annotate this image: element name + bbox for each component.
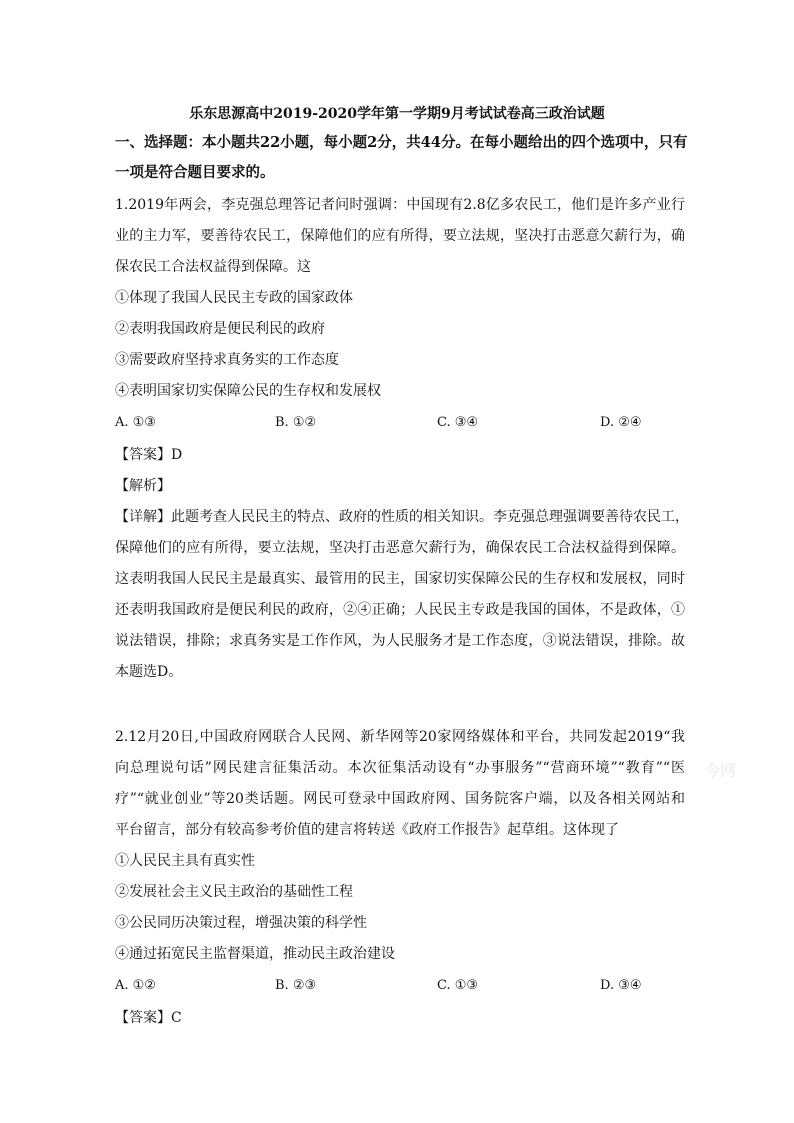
q1-detail-line-6: 本题选D。 [115, 664, 183, 680]
q2-answer: 【答案】C [115, 1010, 182, 1026]
q1-detail-line-5: 说法错误，排除；求真务实是工作作风，为人民服务才是工作态度，③说法错误，排除。故 [115, 633, 685, 649]
q2-item-3: ③公民同历决策过程，增强决策的科学性 [115, 915, 367, 931]
q1-stem-line-1: 1.2019年两会，李克强总理答记者问时强调：中国现有2.8亿多农民工，他们是许多产业行 [115, 197, 685, 213]
q2-option-b: B. ②③ [275, 978, 317, 993]
q1-stem-line-2: 业的主力军，要善待农民工，保障他们的应有所得，要立法规，坚决打击恶意欠薪行为，确 [115, 228, 685, 244]
q2-stem-line-4: 平台留言，部分有较高参考价值的建言将转送《政府工作报告》起草组。这体现了 [115, 822, 619, 838]
q1-analysis-label: 【解析】 [115, 478, 171, 494]
q1-item-3: ③需要政府坚持求真务实的工作态度 [115, 352, 339, 368]
q1-item-2: ②表明我国政府是便民利民的政府 [115, 321, 325, 337]
q2-stem-line-1: 2.12月20日,中国政府网联合人民网、新华网等20家网络媒体和平台，共同发起2019“我 [115, 729, 685, 745]
watermark: 今网 [704, 761, 737, 780]
q2-option-a: A. ①② [115, 978, 156, 993]
q1-detail-line-2: 保障他们的应有所得，要立法规，坚决打击恶意欠薪行为，确保农民工合法权益得到保障。 [115, 540, 685, 556]
q2-option-c: C. ①③ [437, 978, 479, 993]
q2-option-d: D. ③④ [600, 978, 642, 993]
q1-item-1: ①体现了我国人民民主专政的国家政体 [115, 290, 353, 306]
section-instruction-line-2: 一项是符合题目要求的。 [115, 164, 275, 181]
page-title: 乐东思源高中2019-2020学年第一学期9月考试试卷高三政治试题 [189, 106, 605, 122]
q1-option-b: B. ①② [275, 415, 317, 430]
q1-detail-line-1: 【详解】此题考查人民民主的特点、政府的性质的相关知识。李克强总理强调要善待农民工， [115, 509, 689, 525]
q1-detail-line-3: 这表明我国人民民主是最真实、最管用的民主，国家切实保障公民的生存权和发展权，同时 [115, 571, 685, 587]
q2-item-4: ④通过拓宽民主监督渠道，推动民主政治建设 [115, 946, 395, 962]
q1-item-4: ④表明国家切实保障公民的生存权和发展权 [115, 383, 381, 399]
q2-stem-line-3: 疗”“就业创业”等20类话题。网民可登录中国政府网、国务院客户端，以及各相关网站和 [115, 791, 685, 807]
q1-option-c: C. ③④ [437, 415, 479, 430]
q1-option-d: D. ②④ [600, 415, 642, 430]
section-instruction-line-1: 一、选择题：本小题共22小题，每小题2分，共44分。在每小题给出的四个选项中，只有 [115, 134, 688, 151]
q1-answer: 【答案】D [115, 447, 183, 463]
q2-item-2: ②发展社会主义民主政治的基础性工程 [115, 884, 353, 900]
q2-item-1: ①人民民主具有真实性 [115, 853, 255, 869]
q1-stem-line-3: 保农民工合法权益得到保障。这 [115, 259, 311, 275]
q1-option-a: A. ①③ [115, 415, 156, 430]
q1-detail-line-4: 还表明我国政府是便民利民的政府，②④正确；人民民主专政是我国的国体，不是政体，① [115, 602, 685, 618]
q2-stem-line-2: 向总理说句话”网民建言征集活动。本次征集活动设有“办事服务”“营商环境”“教育”“医 [115, 760, 685, 776]
